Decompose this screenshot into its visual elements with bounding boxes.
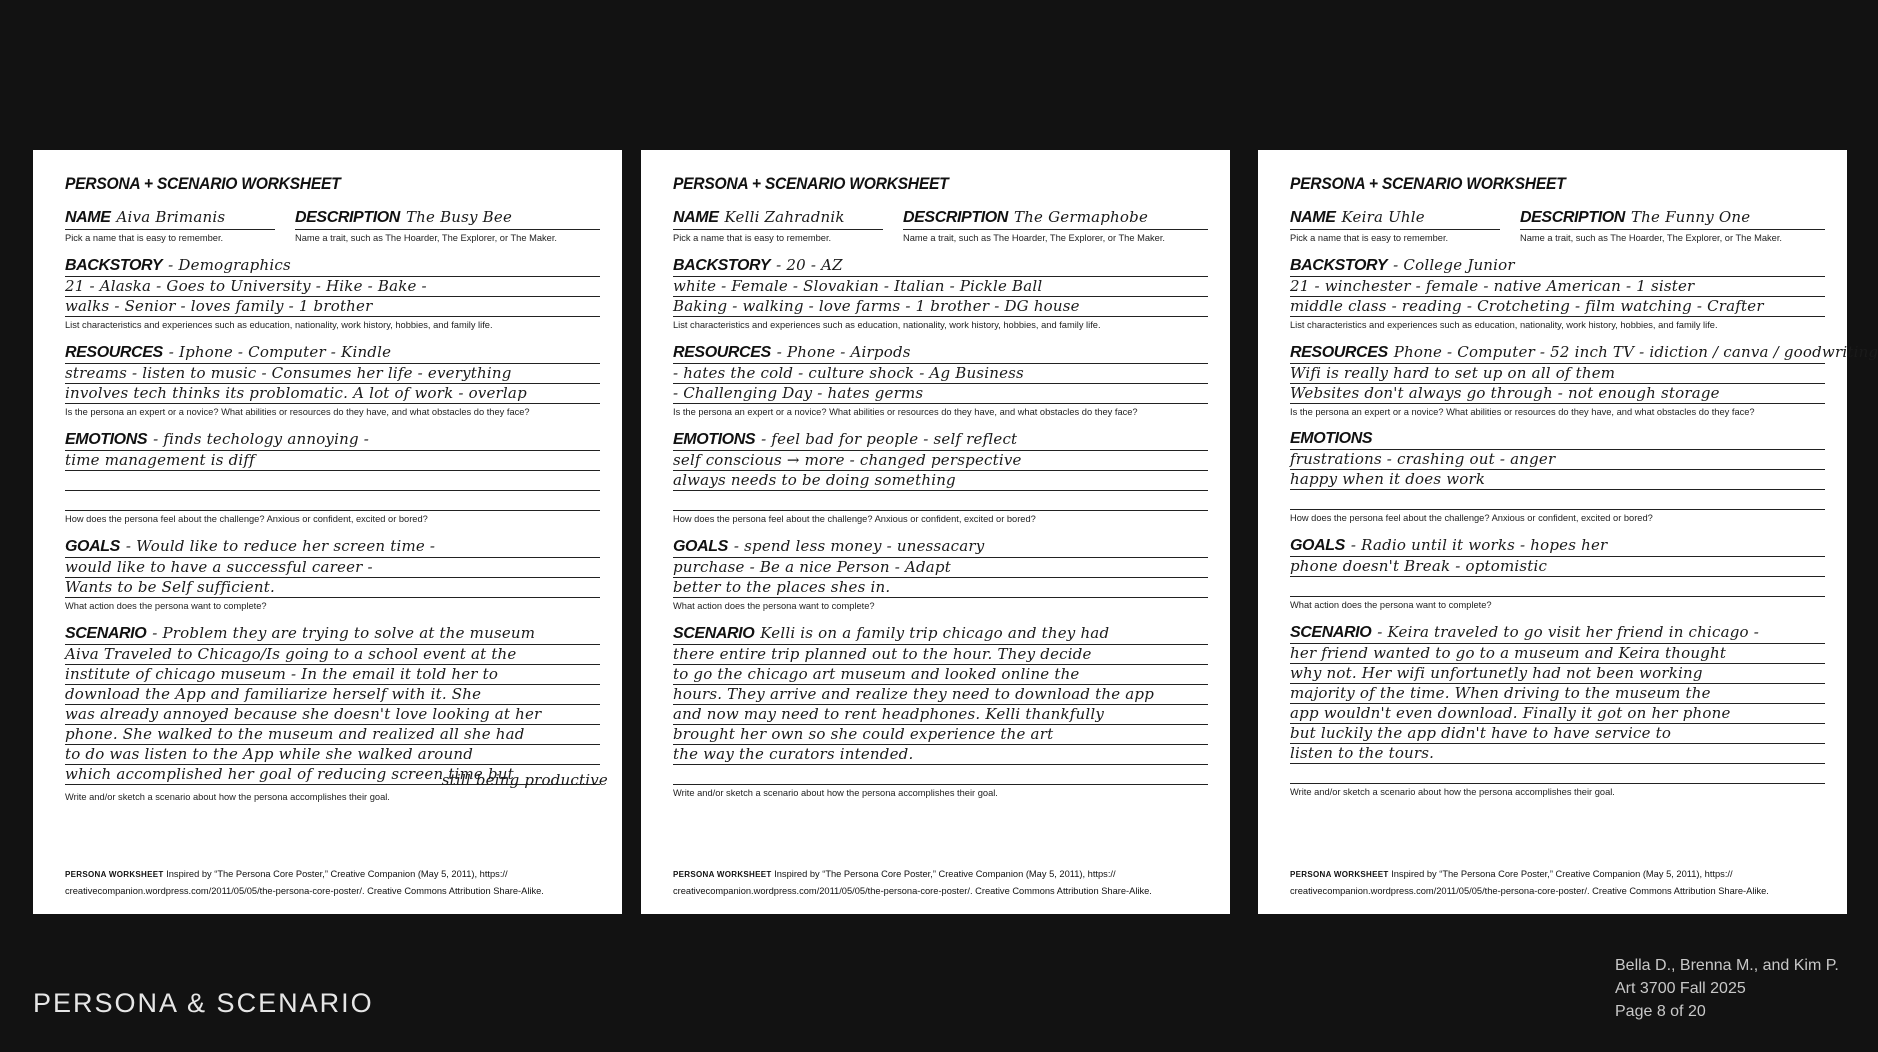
- worksheet-title: PERSONA + SCENARIO WORKSHEET: [1290, 174, 1566, 193]
- backstory-heading-line: [1290, 256, 1825, 277]
- backstory-section: [1290, 256, 1825, 330]
- description-field: [295, 208, 600, 243]
- persona-name: Kelli Zahradnik: [724, 208, 845, 226]
- persona-worksheet: [641, 150, 1230, 914]
- backstory-heading-line: [65, 256, 600, 277]
- emotions-hint: How does the persona feel about the challenge? Anxious or confident, excited or bored?: [673, 514, 1036, 524]
- footer-line-2: creativecompanion.wordpress.com/2011/05/05/the-persona-core-poster/. Creative Commons Attribution Share-Alike.: [1290, 886, 1769, 896]
- scenario-section: [65, 624, 608, 802]
- footer-lead: PERSONA WORKSHEET: [65, 870, 164, 879]
- goals-line: Wants to be Self sufficient.: [65, 578, 600, 598]
- emotions-line: self conscious → more - changed perspective: [673, 451, 1208, 471]
- deck-title: PERSONA & SCENARIO: [33, 988, 374, 1018]
- description-hint: Name a trait, such as The Hoarder, The Explorer, or The Maker.: [903, 233, 1165, 243]
- resources-line: Wifi is really hard to set up on all of them: [1290, 364, 1825, 384]
- credits-page-number: Page 8 of 20: [1615, 1003, 1706, 1020]
- footer-line-2: creativecompanion.wordpress.com/2011/05/05/the-persona-core-poster/. Creative Commons Attribution Share-Alike.: [65, 886, 544, 896]
- name-description-row: [1290, 208, 1825, 243]
- scenario-heading-line: [65, 624, 600, 645]
- goals-heading-line: [1290, 536, 1825, 557]
- footer-lead: PERSONA WORKSHEET: [1290, 870, 1389, 879]
- resources-heading-line: [1290, 343, 1878, 364]
- description-line: [903, 208, 1208, 230]
- backstory-line: walks - Senior - loves family - 1 brother: [65, 297, 600, 317]
- emotions-label: EMOTIONS: [65, 431, 148, 448]
- footer-lead: PERSONA WORKSHEET: [673, 870, 772, 879]
- scenario-line: brought her own so she could experience the art: [673, 725, 1208, 745]
- scenario-line: was already annoyed because she doesn't love looking at her: [65, 705, 600, 725]
- footer-line-1: [1290, 866, 1825, 883]
- persona-description: The Funny One: [1630, 208, 1751, 226]
- goals-section: [673, 537, 1208, 611]
- scenario-heading-text: - Keira traveled to go visit her friend in chicago -: [1377, 623, 1759, 641]
- name-description-row: [673, 208, 1208, 243]
- scenario-line: app wouldn't even download. Finally it got on her phone: [1290, 704, 1825, 724]
- name-field: [65, 208, 275, 243]
- backstory-heading-text: - College Junior: [1393, 256, 1515, 274]
- goals-label: GOALS: [1290, 537, 1345, 554]
- description-line: [295, 208, 600, 230]
- resources-line: involves tech thinks its problomatic. A lot of work - overlap: [65, 384, 600, 404]
- scenario-line: why not. Her wifi unfortunetly had not been working: [1290, 664, 1825, 684]
- scenario-line: to go the chicago art museum and looked online the: [673, 665, 1208, 685]
- scenario-line: which accomplished her goal of reducing screen time but: [65, 765, 600, 785]
- goals-line: [1290, 577, 1825, 597]
- scenario-overflow-text: still being productive: [441, 771, 608, 789]
- scenario-line: [673, 765, 1208, 785]
- emotions-hint: How does the persona feel about the challenge? Anxious or confident, excited or bored?: [1290, 513, 1653, 523]
- resources-hint: Is the persona an expert or a novice? What abilities or resources do they have, and what obstacles do they face?: [65, 407, 530, 417]
- footer-line-1: [65, 866, 600, 883]
- backstory-label: BACKSTORY: [1290, 257, 1388, 274]
- persona-description: The Busy Bee: [405, 208, 513, 226]
- persona-worksheet: [1258, 150, 1878, 914]
- emotions-heading-text: - finds techology annoying -: [153, 430, 369, 448]
- backstory-line: middle class - reading - Crotcheting - film watching - Crafter: [1290, 297, 1825, 317]
- scenario-section: [673, 624, 1208, 798]
- resources-heading-line: [65, 343, 600, 364]
- slide-credits: [1615, 954, 1839, 1023]
- goals-line: better to the places shes in.: [673, 578, 1208, 598]
- scenario-line: majority of the time. When driving to the museum the: [1290, 684, 1825, 704]
- resources-line: - hates the cold - culture shock - Ag Business: [673, 364, 1208, 384]
- resources-section: [65, 343, 600, 417]
- scenario-line: to do was listen to the App while she walked around: [65, 745, 600, 765]
- scenario-line: hours. They arrive and realize they need to download the app: [673, 685, 1208, 705]
- backstory-hint: List characteristics and experiences such as education, nationality, work history, hobbies, and family life.: [1290, 320, 1718, 330]
- emotions-line: frustrations - crashing out - anger: [1290, 450, 1825, 470]
- backstory-hint: List characteristics and experiences such as education, nationality, work history, hobbies, and family life.: [673, 320, 1101, 330]
- name-label: NAME: [1290, 209, 1336, 226]
- footer-line-2: creativecompanion.wordpress.com/2011/05/05/the-persona-core-poster/. Creative Commons Attribution Share-Alike.: [673, 886, 1152, 896]
- scenario-heading-text: - Problem they are trying to solve at the museum: [152, 624, 536, 642]
- worksheet-title: PERSONA + SCENARIO WORKSHEET: [673, 174, 949, 193]
- goals-heading-line: [673, 537, 1208, 558]
- goals-hint: What action does the persona want to complete?: [673, 601, 875, 611]
- description-hint: Name a trait, such as The Hoarder, The Explorer, or The Maker.: [295, 233, 557, 243]
- emotions-line: time management is diff: [65, 451, 600, 471]
- emotions-heading-line: [65, 430, 600, 451]
- name-field: [673, 208, 883, 243]
- name-hint: Pick a name that is easy to remember.: [673, 233, 832, 243]
- footer-citation: Inspired by “The Persona Core Poster,” Creative Companion (May 5, 2011), https://: [771, 869, 1116, 879]
- backstory-hint: List characteristics and experiences such as education, nationality, work history, hobbies, and family life.: [65, 320, 493, 330]
- emotions-label: EMOTIONS: [1290, 430, 1373, 447]
- emotions-label: EMOTIONS: [673, 431, 756, 448]
- scenario-hint: Write and/or sketch a scenario about how the persona accomplishes their goal.: [1290, 787, 1615, 797]
- name-label: NAME: [673, 209, 719, 226]
- backstory-line: white - Female - Slovakian - Italian - Pickle Ball: [673, 277, 1208, 297]
- resources-line: - Challenging Day - hates germs: [673, 384, 1208, 404]
- scenario-line: there entire trip planned out to the hour. They decide: [673, 645, 1208, 665]
- goals-line: phone doesn't Break - optomistic: [1290, 557, 1825, 577]
- backstory-line: 21 - winchester - female - native American - 1 sister: [1290, 277, 1825, 297]
- backstory-section: [65, 256, 600, 330]
- goals-label: GOALS: [65, 538, 120, 555]
- emotions-heading-text: - feel bad for people - self reflect: [761, 430, 1018, 448]
- resources-hint: Is the persona an expert or a novice? What abilities or resources do they have, and what obstacles do they face?: [673, 407, 1138, 417]
- scenario-line: her friend wanted to go to a museum and Keira thought: [1290, 644, 1825, 664]
- name-field: [1290, 208, 1500, 243]
- name-hint: Pick a name that is easy to remember.: [1290, 233, 1449, 243]
- emotions-line: happy when it does work: [1290, 470, 1825, 490]
- credits-course: Art 3700 Fall 2025: [1615, 980, 1746, 997]
- backstory-label: BACKSTORY: [673, 257, 771, 274]
- goals-heading-text: - Would like to reduce her screen time -: [125, 537, 436, 555]
- backstory-heading-line: [673, 256, 1208, 277]
- scenario-hint: Write and/or sketch a scenario about how the persona accomplishes their goal.: [65, 792, 390, 802]
- scenario-line: [1290, 764, 1825, 784]
- resources-heading-text: - Phone - Airpods: [776, 343, 911, 361]
- scenario-line: and now may need to rent headphones. Kelli thankfully: [673, 705, 1208, 725]
- emotions-heading-line: [1290, 430, 1825, 450]
- resources-label: RESOURCES: [65, 344, 163, 361]
- emotions-blank-line: [65, 491, 600, 511]
- scenario-section: [1290, 623, 1825, 797]
- emotions-line: [65, 471, 600, 491]
- name-hint: Pick a name that is easy to remember.: [65, 233, 224, 243]
- goals-line: purchase - Be a nice Person - Adapt: [673, 558, 1208, 578]
- backstory-label: BACKSTORY: [65, 257, 163, 274]
- scenario-label: SCENARIO: [1290, 624, 1372, 641]
- scenario-line: listen to the tours.: [1290, 744, 1825, 764]
- footer-citation: Inspired by “The Persona Core Poster,” Creative Companion (May 5, 2011), https://: [1388, 869, 1733, 879]
- description-label: DESCRIPTION: [903, 209, 1008, 226]
- description-field: [903, 208, 1208, 243]
- persona-description: The Germaphobe: [1013, 208, 1149, 226]
- resources-label: RESOURCES: [1290, 344, 1388, 361]
- goals-heading-text: - Radio until it works - hopes her: [1350, 536, 1608, 554]
- emotions-line: always needs to be doing something: [673, 471, 1208, 491]
- scenario-heading-line: [673, 624, 1208, 645]
- worksheet-footer: [65, 866, 600, 900]
- resources-section: [673, 343, 1208, 417]
- goals-hint: What action does the persona want to complete?: [1290, 600, 1492, 610]
- name-line: [65, 208, 275, 230]
- scenario-hint: Write and/or sketch a scenario about how the persona accomplishes their goal.: [673, 788, 998, 798]
- backstory-heading-text: - Demographics: [168, 256, 291, 274]
- name-label: NAME: [65, 209, 111, 226]
- name-line: [673, 208, 883, 230]
- resources-line: streams - listen to music - Consumes her life - everything: [65, 364, 600, 384]
- backstory-section: [673, 256, 1208, 330]
- emotions-section: [1290, 430, 1825, 523]
- name-description-row: [65, 208, 600, 243]
- resources-line: Websites don't always go through - not enough storage: [1290, 384, 1825, 404]
- description-hint: Name a trait, such as The Hoarder, The Explorer, or The Maker.: [1520, 233, 1782, 243]
- worksheet-footer: [1290, 866, 1825, 900]
- resources-heading-text: Phone - Computer - 52 inch TV - idiction / canva / goodwriting: [1393, 343, 1878, 361]
- goals-heading-text: - spend less money - unessacary: [733, 537, 985, 555]
- description-label: DESCRIPTION: [1520, 209, 1625, 226]
- persona-name: Keira Uhle: [1341, 208, 1425, 226]
- emotions-hint: How does the persona feel about the challenge? Anxious or confident, excited or bored?: [65, 514, 428, 524]
- worksheet-title: PERSONA + SCENARIO WORKSHEET: [65, 174, 341, 193]
- goals-section: [1290, 536, 1825, 610]
- backstory-heading-text: - 20 - AZ: [776, 256, 843, 274]
- goals-heading-line: [65, 537, 600, 558]
- scenario-line: download the App and familiarize herself with it. She: [65, 685, 600, 705]
- emotions-blank-line: [1290, 490, 1825, 510]
- scenario-line: Aiva Traveled to Chicago/Is going to a school event at the: [65, 645, 600, 665]
- emotions-section: [673, 430, 1208, 524]
- scenario-line: phone. She walked to the museum and realized all she had: [65, 725, 600, 745]
- scenario-heading-text: Kelli is on a family trip chicago and they had: [760, 624, 1110, 642]
- goals-section: [65, 537, 600, 611]
- goals-line: would like to have a successful career -: [65, 558, 600, 578]
- persona-worksheet: [33, 150, 622, 914]
- goals-hint: What action does the persona want to complete?: [65, 601, 267, 611]
- scenario-heading-line: [1290, 623, 1825, 644]
- emotions-blank-line: [673, 491, 1208, 511]
- footer-citation: Inspired by “The Persona Core Poster,” Creative Companion (May 5, 2011), https://: [163, 869, 508, 879]
- emotions-heading-line: [673, 430, 1208, 451]
- scenario-line: institute of chicago museum - In the email it told her to: [65, 665, 600, 685]
- persona-name: Aiva Brimanis: [116, 208, 226, 226]
- emotions-section: [65, 430, 600, 524]
- scenario-label: SCENARIO: [673, 625, 755, 642]
- backstory-line: Baking - walking - love farms - 1 brother - DG house: [673, 297, 1208, 317]
- description-line: [1520, 208, 1825, 230]
- scenario-label: SCENARIO: [65, 625, 147, 642]
- footer-line-1: [673, 866, 1208, 883]
- description-label: DESCRIPTION: [295, 209, 400, 226]
- backstory-line: 21 - Alaska - Goes to University - Hike - Bake -: [65, 277, 600, 297]
- resources-label: RESOURCES: [673, 344, 771, 361]
- resources-heading-line: [673, 343, 1208, 364]
- scenario-line: but luckily the app didn't have to have service to: [1290, 724, 1825, 744]
- scenario-line: the way the curators intended.: [673, 745, 1208, 765]
- resources-section: [1290, 343, 1878, 417]
- worksheet-footer: [673, 866, 1208, 900]
- resources-hint: Is the persona an expert or a novice? What abilities or resources do they have, and what obstacles do they face?: [1290, 407, 1755, 417]
- resources-heading-text: - Iphone - Computer - Kindle: [168, 343, 392, 361]
- credits-authors: Bella D., Brenna M., and Kim P.: [1615, 957, 1839, 974]
- description-field: [1520, 208, 1825, 243]
- name-line: [1290, 208, 1500, 230]
- goals-label: GOALS: [673, 538, 728, 555]
